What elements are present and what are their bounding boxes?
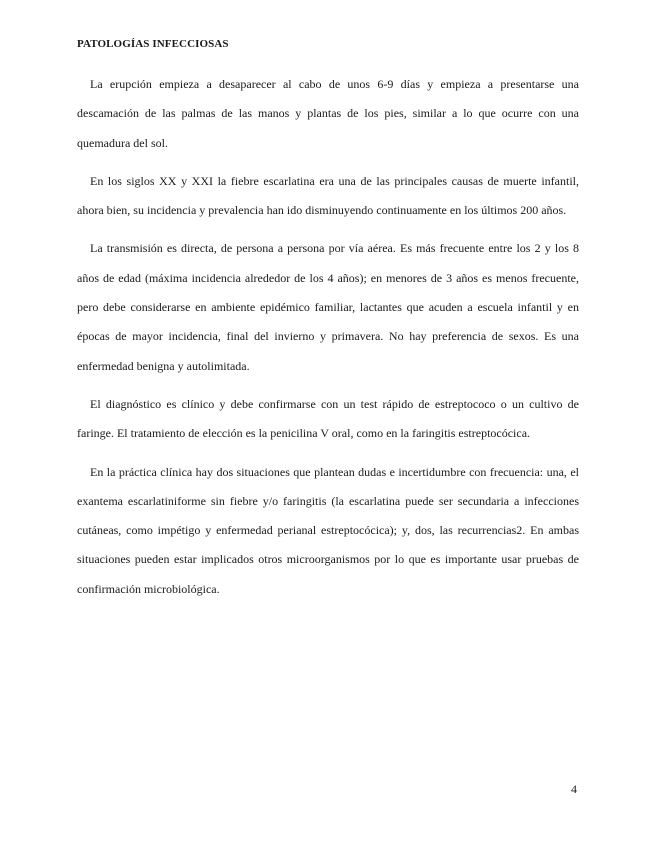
running-header: PATOLOGÍAS INFECCIOSAS <box>77 38 229 50</box>
paragraph: La transmisión es directa, de persona a persona por vía aérea. Es más frecuente entre los 2 y los 8 años de edad (máxima incidencia alrededor de los 4 años); en menores de 3 años es menos frecuente, pero debe considerarse en ambiente epidémico familiar, lactantes que acuden a escuela infantil y en épocas de mayor incidencia, final del invierno y primavera. No hay preferencia de sexos. Es una enfermedad benigna y autolimitada. <box>77 241 579 373</box>
paragraph: En los siglos XX y XXI la fiebre escarlatina era una de las principales causas de muerte infantil, ahora bien, su incidencia y prevalencia han ido disminuyendo continuamente en los últimos 200 años. <box>77 173 579 218</box>
body-text <box>77 70 579 613</box>
paragraph: En la práctica clínica hay dos situaciones que plantean dudas e incertidumbre con frecuencia: una, el exantema escarlatiniforme sin fiebre y/o faringitis (la escarlatina puede ser secundaria a infecciones cutáneas, como impétigo y enfermedad perianal estreptocócica); y, dos, las recurrencias2. En ambas situaciones pueden estar implicados otros microorganismos por lo que es importante usar pruebas de confirmación microbiológica. <box>77 464 579 596</box>
paragraph: La erupción empieza a desaparecer al cabo de unos 6-9 días y empieza a presentarse una descamación de las palmas de las manos y plantas de los pies, similar a lo que ocurre con una quemadura del sol. <box>77 77 579 150</box>
paragraph: El diagnóstico es clínico y debe confirmarse con un test rápido de estreptococo o un cultivo de faringe. El tratamiento de elección es la penicilina V oral, como en la faringitis estreptocócica. <box>77 396 579 441</box>
page-number: 4 <box>571 782 577 796</box>
